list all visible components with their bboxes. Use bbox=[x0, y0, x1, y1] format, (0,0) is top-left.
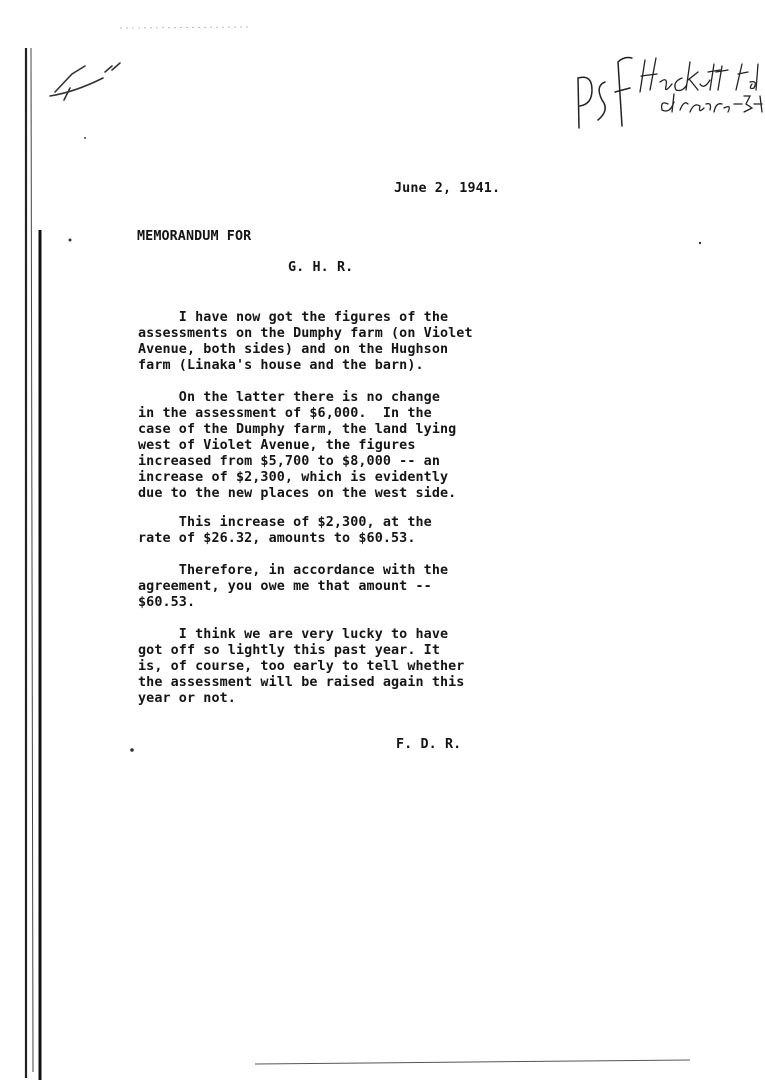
memo-paragraph-1: I have now got the figures of the assessments on the Dumphy farm (on Violet Avenue, both sides) and on the Hughson farm (Linaka's house and the barn). bbox=[138, 310, 473, 373]
memo-paragraph-5: I think we are very lucky to have got off so lightly this past year. It is, of course, too early to tell whether the assessment will be raised again this year or not. bbox=[138, 627, 465, 706]
memo-paragraph-3: This increase of $2,300, at the rate of $26.32, amounts to $60.53. bbox=[138, 515, 432, 546]
memo-heading: MEMORANDUM FOR bbox=[137, 229, 252, 244]
memo-paragraph-2: On the latter there is no change in the assessment of $6,000. In the case of the Dumphy farm, the land lying west of Violet Avenue, the figures increased from $5,700 to $8,000 -- an increase of $2,300, which is evidently due to the new places on the west side. bbox=[138, 390, 457, 501]
file-note bbox=[640, 58, 762, 112]
memo-signature: F. D. R. bbox=[396, 737, 462, 752]
file-mark-psf bbox=[578, 58, 632, 129]
memo-date: June 2, 1941. bbox=[394, 181, 501, 196]
memo-paragraph-4: Therefore, in accordance with the agreement, you owe me that amount -- $60.53. bbox=[138, 563, 449, 610]
memo-addressee: G. H. R. bbox=[288, 260, 354, 275]
check-mark-icon bbox=[50, 63, 120, 100]
